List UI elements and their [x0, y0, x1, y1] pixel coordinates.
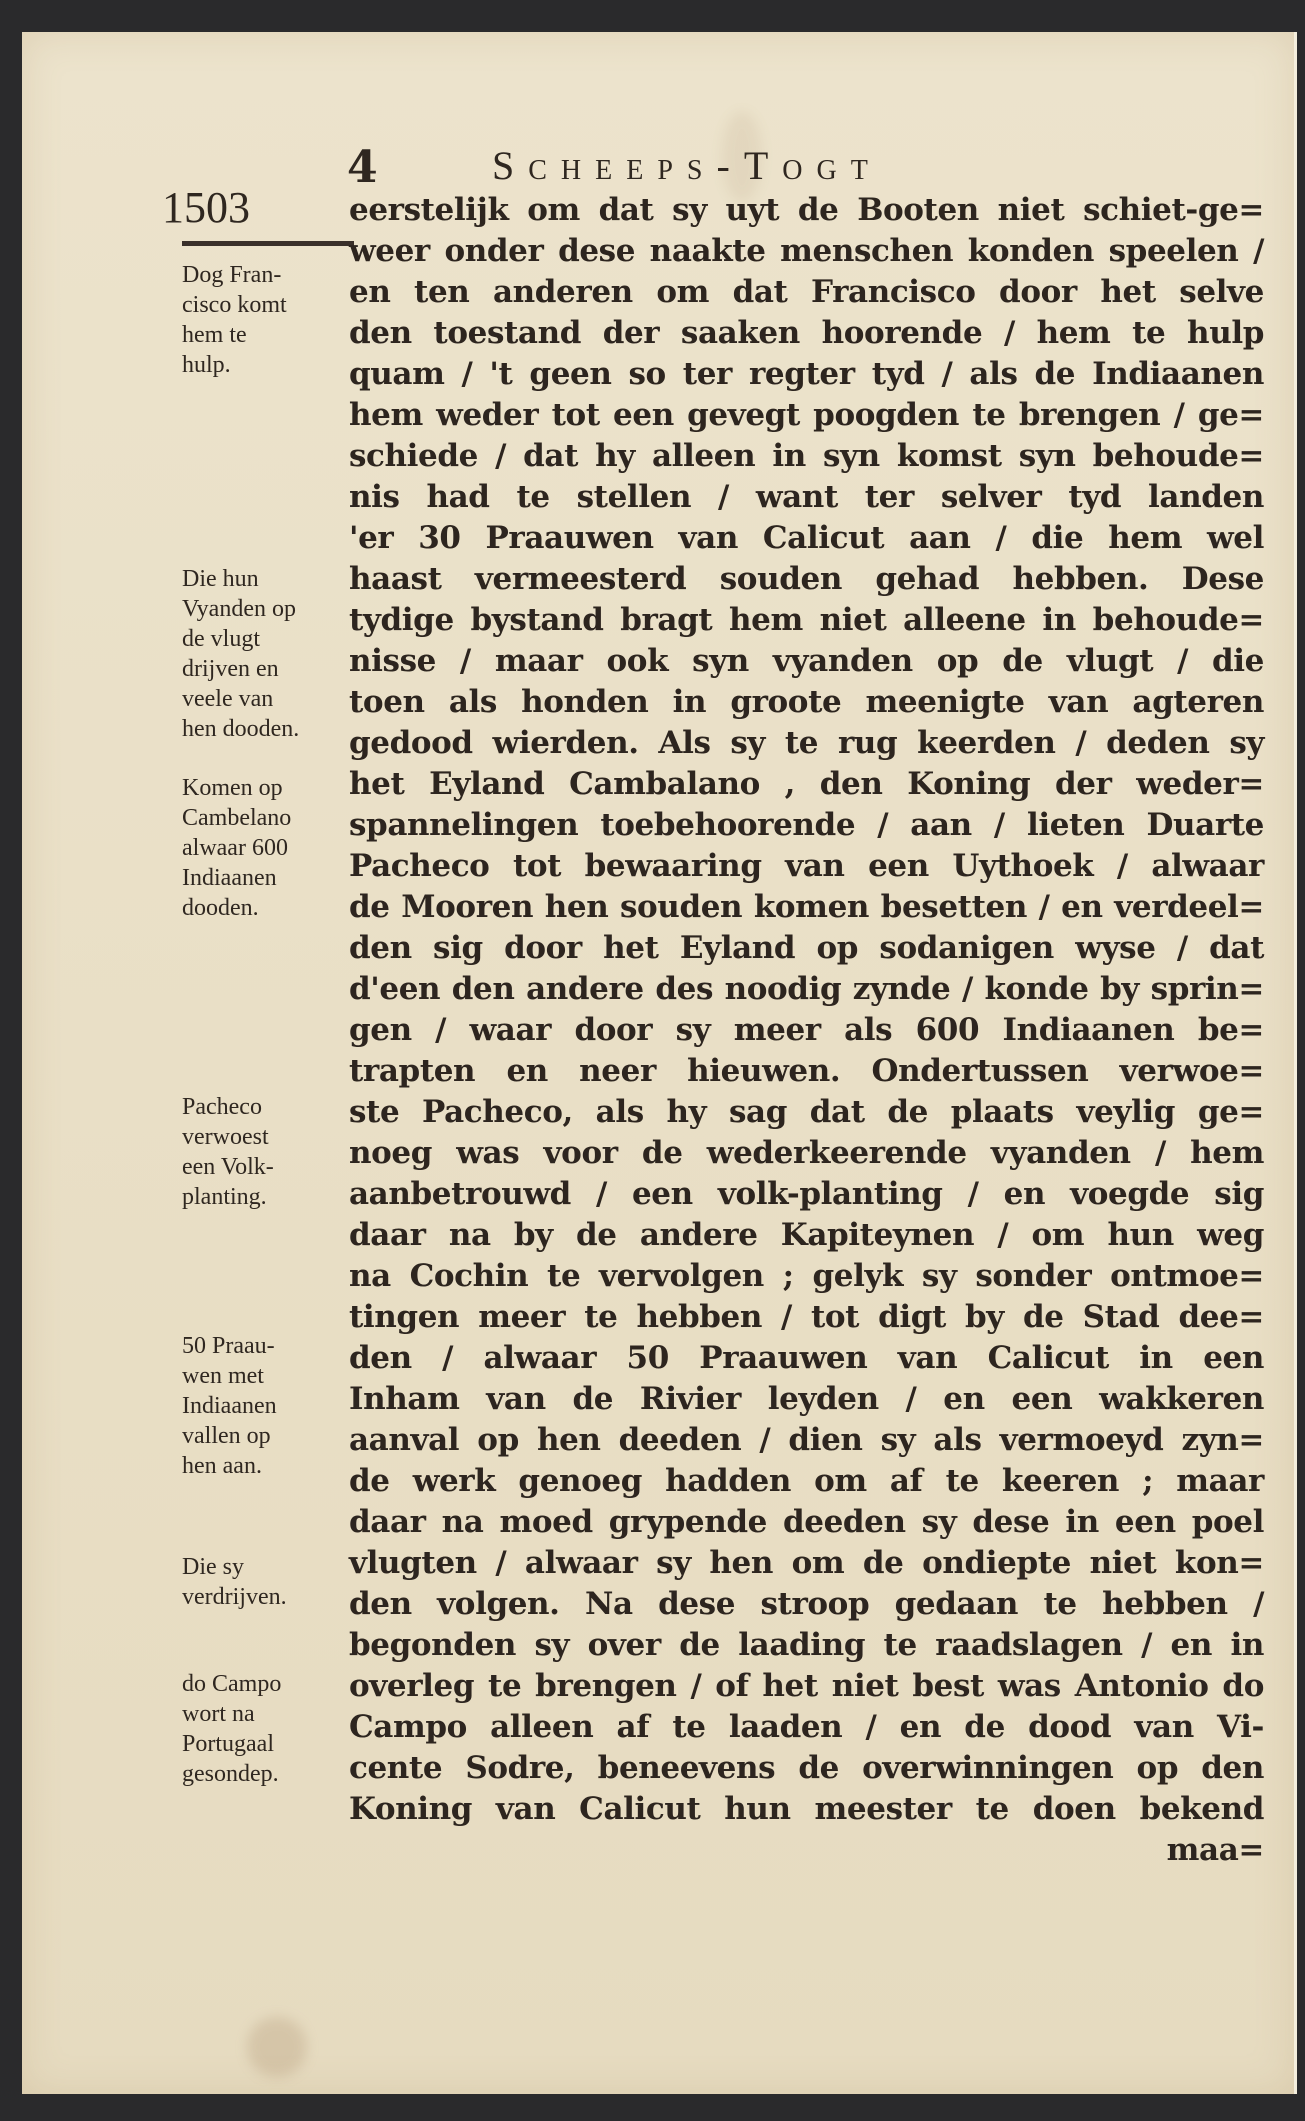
- margin-note-line: drijven en: [182, 656, 279, 682]
- margin-note-line: de vlugt: [182, 626, 260, 652]
- text-line: den toestand der saaken hoorende / hem te hulp: [349, 315, 1264, 351]
- text-line: de werk genoeg hadden om af te keeren ; maar: [349, 1463, 1264, 1499]
- page-number: 4: [347, 142, 378, 193]
- margin-note-line: vallen op: [182, 1423, 271, 1449]
- margin-note: [182, 1669, 367, 1789]
- margin-note-line: verwoest: [182, 1124, 269, 1150]
- text-line: cente Sodre, beneevens de overwinningen op den: [349, 1750, 1264, 1786]
- text-line: den / alwaar 50 Praauwen van Calicut in een: [349, 1340, 1264, 1376]
- running-title: Scheeps-Togt: [492, 143, 882, 188]
- margin-note-line: cisco komt: [182, 292, 287, 318]
- margin-note: [182, 564, 367, 744]
- text-line: ste Pacheco, als hy sag dat de plaats veylig ge=: [349, 1094, 1264, 1130]
- margin-note-line: wen met: [182, 1363, 264, 1389]
- text-line: gen / waar door sy meer als 600 Indiaanen be=: [349, 1012, 1264, 1048]
- text-line: d'een den andere des noodig zynde / konde by sprin=: [349, 971, 1264, 1007]
- margin-year: 1503: [162, 183, 250, 232]
- margin-note: [182, 1092, 367, 1212]
- text-line: daar na moed grypende deeden sy dese in een poel: [349, 1504, 1264, 1540]
- text-line: vlugten / alwaar sy hen om de ondiepte niet kon=: [349, 1545, 1264, 1581]
- text-line: weer onder dese naakte menschen konden speelen /: [349, 233, 1264, 269]
- text-line: daar na by de andere Kapiteynen / om hun weg: [349, 1217, 1264, 1253]
- margin-note: [182, 1331, 367, 1481]
- text-line: quam / 't geen so ter regter tyd / als de Indiaanen: [349, 356, 1264, 392]
- text-line: trapten en neer hieuwen. Ondertussen verwoe=: [349, 1053, 1264, 1089]
- text-line: het Eyland Cambalano , den Koning der weder=: [349, 766, 1264, 802]
- margin-note-line: hulp.: [182, 352, 231, 378]
- margin-note-line: Indiaanen: [182, 865, 277, 891]
- margin-note-line: Die hun: [182, 566, 259, 592]
- margin-note-line: gesondep.: [182, 1761, 279, 1787]
- margin-note-line: een Volk-: [182, 1154, 274, 1180]
- text-line: den sig door het Eyland op sodanigen wyse / dat: [349, 930, 1264, 966]
- text-line: den volgen. Na dese stroop gedaan te hebben /: [349, 1586, 1264, 1622]
- text-line: de Mooren hen souden komen besetten / en verdeel=: [349, 889, 1264, 925]
- book-page: [22, 32, 1297, 2094]
- text-line: noeg was voor de wederkeerende vyanden / hem: [349, 1135, 1264, 1171]
- text-line: 'er 30 Praauwen van Calicut aan / die hem wel: [349, 520, 1264, 556]
- text-line: nisse / maar ook syn vyanden op de vlugt / die: [349, 643, 1264, 679]
- margin-note: [182, 1552, 367, 1612]
- text-line: Pacheco tot bewaaring van een Uythoek / alwaar: [349, 848, 1264, 884]
- text-line: haast vermeesterd souden gehad hebben. Dese: [349, 561, 1264, 597]
- text-line: Koning van Calicut hun meester te doen bekend: [349, 1791, 1264, 1827]
- margin-note-line: veele van: [182, 686, 274, 712]
- text-line: nis had te stellen / want ter selver tyd landen: [349, 479, 1264, 515]
- text-line: aanbetrouwd / een volk-planting / en voegde sig: [349, 1176, 1264, 1212]
- text-line: tydige bystand bragt hem niet alleene in behoude=: [349, 602, 1264, 638]
- margin-note-line: Pacheco: [182, 1094, 262, 1120]
- margin-note-line: alwaar 600: [182, 835, 288, 861]
- margin-note: [182, 773, 367, 923]
- text-line: na Cochin te vervolgen ; gelyk sy sonder ontmoe=: [349, 1258, 1264, 1294]
- margin-note-line: Portugaal: [182, 1731, 274, 1757]
- margin-note-line: planting.: [182, 1184, 267, 1210]
- margin-note-line: wort na: [182, 1701, 255, 1727]
- text-line: toen als honden in groote meenigte van agteren: [349, 684, 1264, 720]
- margin-note-line: Die sy: [182, 1554, 244, 1580]
- margin-note-line: Indiaanen: [182, 1393, 277, 1419]
- margin-note-line: verdrijven.: [182, 1584, 287, 1610]
- margin-note-line: Cambelano: [182, 805, 292, 831]
- main-text-column: [349, 190, 1264, 1871]
- margin-note-line: Dog Fran-: [182, 262, 282, 288]
- margin-note-line: hen aan.: [182, 1453, 262, 1479]
- margin-note-line: Komen op: [182, 775, 283, 801]
- margin-note: [182, 260, 367, 380]
- text-line: gedood wierden. Als sy te rug keerden / deden sy: [349, 725, 1264, 761]
- margin-note-line: hen dooden.: [182, 716, 300, 742]
- text-line: schiede / dat hy alleen in syn komst syn behoude=: [349, 438, 1264, 474]
- text-line: maa=: [1166, 1832, 1264, 1868]
- text-line: overleg te brengen / of het niet best was Antonio do: [349, 1668, 1264, 1704]
- text-line: Inham van de Rivier leyden / en een wakkeren: [349, 1381, 1264, 1417]
- text-line: aanval op hen deeden / dien sy als vermoeyd zyn=: [349, 1422, 1264, 1458]
- text-line: eerstelijk om dat sy uyt de Booten niet schiet-ge=: [349, 192, 1264, 228]
- margin-note-line: 50 Praau-: [182, 1333, 275, 1359]
- margin-note-line: hem te: [182, 322, 247, 348]
- margin-note-line: Vyanden op: [182, 596, 296, 622]
- text-line: spannelingen toebehoorende / aan / lieten Duarte: [349, 807, 1264, 843]
- text-line: hem weder tot een gevegt poogden te brengen / ge=: [349, 397, 1264, 433]
- text-line: begonden sy over de laading te raadslagen / en in: [349, 1627, 1264, 1663]
- margin-note-line: do Campo: [182, 1671, 282, 1697]
- margin-rule: [182, 241, 354, 246]
- text-line: en ten anderen om dat Francisco door het selve: [349, 274, 1264, 310]
- paper-stain: [247, 2017, 307, 2077]
- margin-note-line: dooden.: [182, 895, 259, 921]
- text-line: tingen meer te hebben / tot digt by de Stad dee=: [349, 1299, 1264, 1335]
- text-line: Campo alleen af te laaden / en de dood van Vi-: [349, 1709, 1264, 1745]
